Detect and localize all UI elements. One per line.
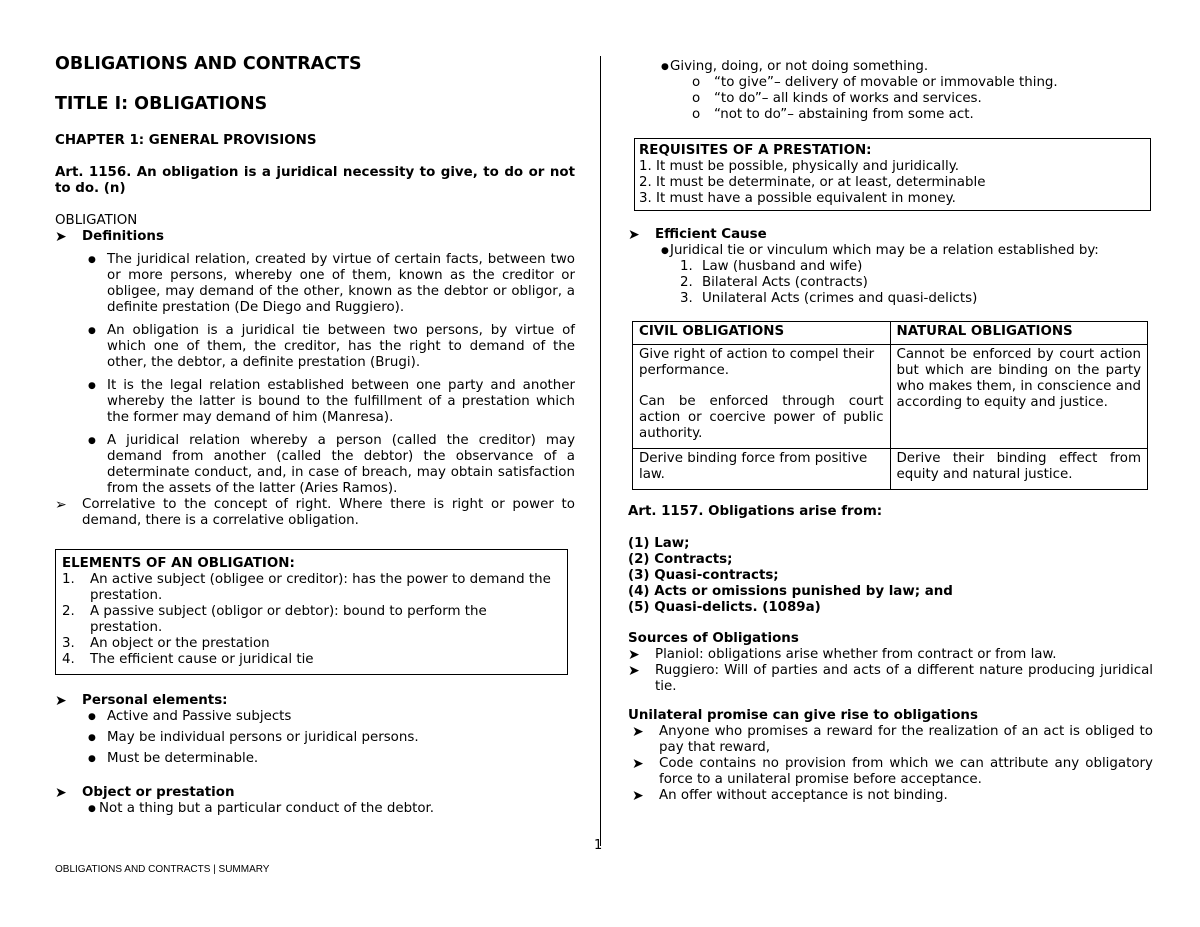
list-item: ● Not a thing but a particular conduct of the debtor. [55,801,575,817]
arrow-bullet-icon: ➤ [632,756,644,772]
item-text: Bilateral Acts (contracts) [702,275,868,290]
document-title: OBLIGATIONS AND CONTRACTS [55,54,362,74]
item-number: 3. [62,636,75,651]
item-number: 1. [62,572,75,587]
personal-heading-row [55,693,575,709]
sub-bullet-icon: o [692,91,701,106]
list-item [628,663,1153,695]
requisites-heading: REQUISITES OF A PRESTATION: [639,143,872,158]
item-text: An active subject (obligee or creditor): has the power to demand the prestation. [90,572,551,603]
list-item [62,604,561,636]
item-text: The efficient cause or juridical tie [90,652,314,667]
definitions-heading: Definitions [82,229,164,244]
definitions-heading-row [55,229,575,245]
sources-heading: Sources of Obligations [628,631,799,646]
sub-item [628,75,1153,91]
sub-item [628,91,1153,107]
obligation-heading: OBLIGATION [55,213,138,228]
obligations-table [632,321,1148,490]
page-footer: OBLIGATIONS AND CONTRACTS | SUMMARY [55,864,270,875]
efficient-list [628,243,1153,259]
object-heading: Object or prestation [82,785,235,800]
giving-list [628,59,1153,75]
elements-box [55,549,568,675]
right-column [628,59,1153,804]
personal-list [55,709,575,767]
item-text: Code contains no provision from which we can attribute any obligatory force to a unilateral promise before acceptance. [659,756,1153,787]
title-obligations: TITLE I: OBLIGATIONS [55,94,268,114]
sub-item-text: “not to do”– abstaining from some act. [714,107,974,122]
object-heading-row [55,785,575,801]
table-cell: Cannot be enforced by court action but which are binding on the party who makes them, in conscience and according to equity and justice. [890,345,1148,449]
efficient-numbered-list [628,259,1153,307]
item-text: Ruggiero: Will of parties and acts of a different nature producing juridical tie. [655,663,1153,694]
efficient-heading-row [628,227,1153,243]
item-number: 2. [680,275,693,290]
list-item [680,275,1153,291]
unilateral-heading: Unilateral promise can give rise to obligations [628,708,978,723]
sub-item-text: “to do”– all kinds of works and services. [714,91,982,106]
table-cell: Derive their binding effect from equity and natural justice. [890,449,1148,490]
column-divider [600,56,601,846]
list-item: 3. It must have a possible equivalent in money. [639,191,956,206]
arrow-bullet-icon: ➤ [55,229,67,245]
sub-item [628,107,1153,123]
list-item: (4) Acts or omissions punished by law; and [628,584,953,599]
list-item: 2. It must be determinate, or at least, determinable [639,175,986,190]
item-number: 4. [62,652,75,667]
item-text: An offer without acceptance is not binding. [659,788,948,803]
personal-heading: Personal elements: [82,693,228,708]
page-number: 1 [594,838,603,853]
list-item: ● Must be determinable. [55,751,575,767]
arrow-bullet-icon: ➤ [628,647,640,663]
list-item [628,724,1153,756]
sub-item-text: “to give”– delivery of movable or immovable thing. [714,75,1058,90]
table-row [633,345,1148,449]
elements-list [62,572,561,668]
item-number: 2. [62,604,75,619]
arrow-bullet-icon: ➤ [632,788,644,804]
item-number: 3. [680,291,693,306]
list-item [680,291,1153,307]
item-text: An object or the prestation [90,636,270,651]
list-item: ● Active and Passive subjects [55,709,575,725]
item-text: Anyone who promises a reward for the realization of an act is obliged to pay that reward, [659,724,1153,755]
arrow-bullet-icon: ➤ [632,724,644,740]
table-header: CIVIL OBLIGATIONS [633,322,891,345]
sub-bullet-icon: o [692,107,701,122]
list-item: (3) Quasi-contracts; [628,568,779,583]
cell-text: Give right of action to compel their performance. [639,347,875,378]
object-list [55,801,575,817]
list-item [62,572,561,604]
list-item: ● A juridical relation whereby a person (called the creditor) may demand from another (called the debtor) the observance of a determinate conduct, and, in case of breach, may obtain satisfaction from the assets of the latter (Aries Ramos). [55,433,575,497]
arrow-bullet-icon: ➤ [628,663,640,679]
table-cell: Derive binding force from positive law. [633,449,891,490]
list-item: (5) Quasi-delicts. (1089a) [628,600,821,615]
arrow-bullet-icon: ➤ [628,227,640,243]
list-item: (1) Law; [628,536,690,551]
elements-heading: ELEMENTS OF AN OBLIGATION: [62,556,295,571]
list-item: ● It is the legal relation established between one party and another whereby the latter is bound to the fulfillment of a prestation which the former may demand of him (Manresa). [55,378,575,426]
article-1156: Art. 1156. An obligation is a juridical necessity to give, to do or not to do. (n) [55,165,575,196]
list-item: (2) Contracts; [628,552,733,567]
arrow-bullet-icon: ➢ [55,497,67,513]
item-text: Planiol: obligations arise whether from contract or from law. [655,647,1057,662]
item-text: Law (husband and wife) [702,259,863,274]
left-column [55,56,575,817]
list-item [628,647,1153,663]
list-item: 1. It must be possible, physically and juridically. [639,159,960,174]
list-item [628,756,1153,788]
list-item: ● The juridical relation, created by virtue of certain facts, between two or more persons, whereby one of them, known as the creditor or obligee, may demand of the other, known as the debtor or obligor, a definite prestation (De Diego and Ruggiero). [55,252,575,316]
correlative-row [55,497,575,529]
table-header: NATURAL OBLIGATIONS [890,322,1148,345]
list-item [680,259,1153,275]
sources-list [628,536,1153,616]
item-text: A passive subject (obligor or debtor): bound to perform the prestation. [90,604,487,635]
list-item: ● Juridical tie or vinculum which may be a relation established by: [628,243,1153,259]
arrow-bullet-icon: ➤ [55,693,67,709]
article-1157: Art. 1157. Obligations arise from: [628,504,883,519]
table-header-row [633,322,1148,345]
item-text: Unilateral Acts (crimes and quasi-delicts) [702,291,978,306]
sub-bullet-icon: o [692,75,701,90]
list-item [62,652,561,668]
list-item [628,788,1153,804]
arrow-bullet-icon: ➤ [55,785,67,801]
list-item: ● Giving, doing, or not doing something. [628,59,1153,75]
cell-text: Can be enforced through court action or coercive power of public authority. [639,394,884,441]
correlative-text: Correlative to the concept of right. Where there is right or power to demand, there is a correlative obligation. [82,497,575,528]
item-number: 1. [680,259,693,274]
efficient-heading: Efficient Cause [655,227,767,242]
list-item: ● An obligation is a juridical tie between two persons, by virtue of which one of them, the creditor, has the right to demand of the other, the debtor, a definite prestation (Brugi). [55,323,575,371]
list-item [62,636,561,652]
definitions-list [55,252,575,497]
list-item: ● May be individual persons or juridical persons. [55,730,575,746]
chapter-heading: CHAPTER 1: GENERAL PROVISIONS [55,133,317,148]
table-cell [633,345,891,449]
table-row [633,449,1148,490]
requisites-box [634,138,1151,211]
